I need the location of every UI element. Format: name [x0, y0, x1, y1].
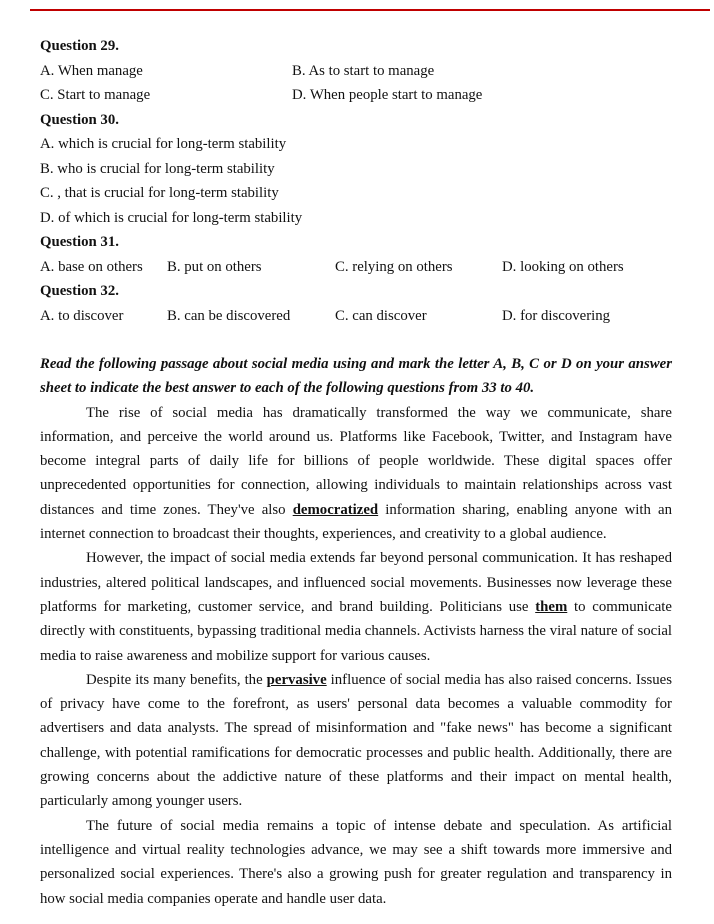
- option-31-b: B. put on others: [167, 258, 262, 275]
- question-29-options-row-1: [40, 59, 672, 84]
- page-content: [40, 34, 672, 911]
- paragraph-text: Despite its many benefits, the: [86, 671, 267, 688]
- option-29-b: B. As to start to manage: [292, 62, 435, 79]
- question-30-options: [40, 132, 672, 230]
- keyword-pervasive: pervasive: [266, 671, 327, 688]
- question-29-options-row-2: [40, 83, 672, 108]
- paragraph-text: The rise of social media has dramatically transformed the way we communicate, share information, and perceive the world around us. Platforms like Facebook, Twitter, and Instagram have become integral parts of daily life for billions of people worldwide. These digital spaces offer unprecedented opportunities for connection, allowing individuals to maintain relationships across vast distances and time zones. They've also: [40, 404, 672, 518]
- keyword-them: them: [535, 598, 568, 615]
- option-32-a: A. to discover: [40, 307, 124, 324]
- paragraph-text: to communicate directly with constituents, bypassing traditional media channels. Activists harness the viral nature of social media to raise awareness and mobilize support for various causes.: [40, 598, 672, 664]
- option-29-c: C. Start to manage: [40, 87, 151, 103]
- question-31-label: Question 31.: [40, 234, 119, 250]
- option-32-d: D. for discovering: [502, 307, 611, 324]
- paragraph-text: influence of social media has also raised concerns. Issues of privacy have come to the forefront, as users' personal data becomes a valuable commodity for advertisers and data analysts. The spread of misinformation and "fake news" has become a significant challenge, with potential ramifications for democratic processes and public health. Additionally, there are growing concerns about the addictive nature of these platforms and their impact on mental health, particularly among younger users.: [40, 671, 672, 810]
- option-30-d: D. of which is crucial for long-term stability: [40, 209, 303, 226]
- question-32-label: Question 32.: [40, 283, 119, 299]
- option-32-b: B. can be discovered: [167, 307, 291, 324]
- option-30-a: A. which is crucial for long-term stability: [40, 136, 287, 152]
- passage-paragraph-2: [40, 546, 672, 667]
- question-30-label: Question 30.: [40, 111, 119, 128]
- passage-instruction: Read the following passage about social media using and mark the letter A, B, C or D on your answer sheet to indicate the best answer to each of the following questions from 33 to 40.: [40, 356, 672, 397]
- passage-paragraph-3: [40, 668, 672, 814]
- paragraph-text: The future of social media remains a topic of intense debate and speculation. As artificial intelligence and virtual reality technologies advance, we may see a shift towards more immersive and personalized social experiences. There's also a growing push for greater regulation and transparency in how social media companies operate and handle user data.: [40, 817, 672, 907]
- option-31-a: A. base on others: [40, 258, 143, 275]
- paragraph-text: information sharing, enabling anyone with an internet connection to broadcast their thoughts, experiences, and creativity to a global audience.: [40, 501, 673, 543]
- question-block-31: [40, 230, 672, 279]
- option-31-c: C. relying on others: [335, 258, 453, 275]
- question-block-30: [40, 108, 672, 231]
- option-30-b: B. who is crucial for long-term stability: [40, 160, 275, 177]
- reading-passage-section: [40, 352, 672, 911]
- passage-paragraph-4: [40, 814, 672, 911]
- question-block-29: [40, 34, 672, 108]
- questions-section: [40, 34, 672, 328]
- question-block-32: [40, 279, 672, 328]
- option-30-c: C. , that is crucial for long-term stability: [40, 185, 279, 201]
- option-29-a: A. When manage: [40, 62, 143, 79]
- question-29-label: Question 29.: [40, 38, 119, 54]
- option-29-d: D. When people start to manage: [292, 87, 483, 103]
- option-31-d: D. looking on others: [502, 258, 624, 275]
- paragraph-text: However, the impact of social media extends far beyond personal communication. It has reshaped industries, altered political landscapes, and influenced social movements. Businesses now leverage these platforms for marketing, customer service, and brand building. Politicians use: [40, 550, 672, 615]
- question-32-options-row: [40, 304, 672, 329]
- keyword-democratized: democratized: [292, 501, 379, 518]
- top-rule-divider: [30, 9, 710, 11]
- passage-paragraph-1: [40, 401, 672, 547]
- question-31-options-row: [40, 255, 672, 280]
- option-32-c: C. can discover: [335, 307, 427, 324]
